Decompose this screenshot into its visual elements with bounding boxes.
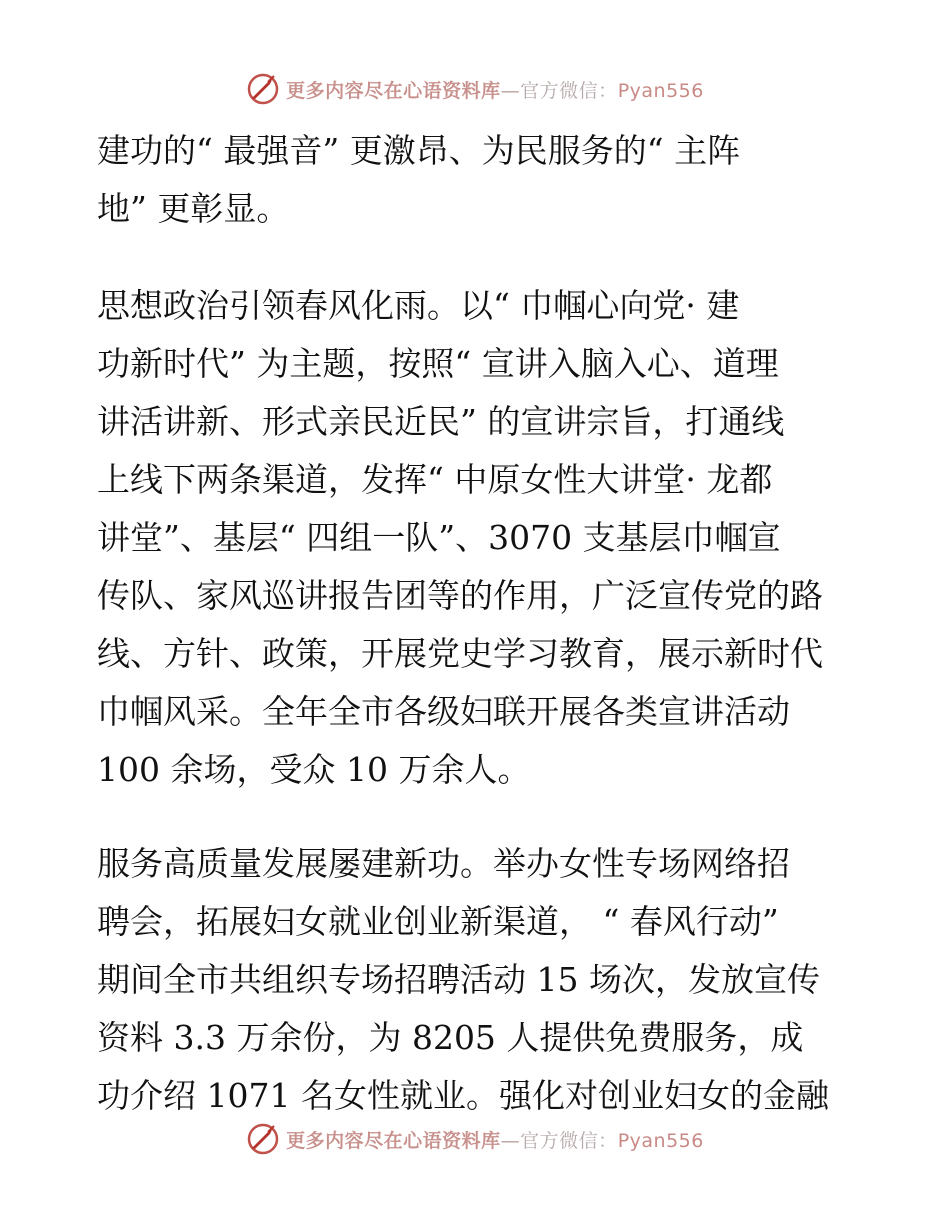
text-line: 线、方针、政策，开展党史学习教育，展示新时代 <box>97 634 823 673</box>
text-line: 上线下两条渠道，发挥“ 中原女性大讲堂· 龙都 <box>97 460 773 499</box>
text-line: 地” 更彰显。 <box>97 189 290 228</box>
text-line: 巾帼风采。全年全市各级妇联开展各类宣讲活动 <box>97 692 790 731</box>
text-line: 功新时代” 为主题，按照“ 宣讲入脑入心、道理 <box>97 344 779 383</box>
text-line: 聘会，拓展妇女就业创业新渠道， “ 春风行动” <box>97 902 779 941</box>
text-line: 服务高质量发展屡建新功。举办女性专场网络招 <box>97 844 790 883</box>
text-line: 功介绍 1071 名女性就业。强化对创业妇女的金融 <box>97 1076 829 1115</box>
text-line: 资料 3.3 万余份，为 8205 人提供免费服务，成 <box>97 1018 804 1057</box>
watermark-text: 更多内容尽在心语资料库—官方微信：Pyan556 <box>286 79 704 102</box>
paragraph-3 <box>97 835 857 1125</box>
document-body <box>97 122 857 1125</box>
watermark-text: 更多内容尽在心语资料库—官方微信：Pyan556 <box>286 1129 704 1152</box>
text-line: 100 余场，受众 10 万余人。 <box>97 750 531 789</box>
footer-watermark <box>0 1122 950 1156</box>
quill-logo-icon <box>246 1122 280 1156</box>
text-line: 建功的“ 最强音” 更激昂、为民服务的“ 主阵 <box>97 131 741 170</box>
text-line: 思想政治引领春风化雨。以“ 巾帼心向党· 建 <box>97 286 740 325</box>
quill-logo-icon <box>246 72 280 106</box>
paragraph-2 <box>97 277 857 799</box>
text-line: 期间全市共组织专场招聘活动 15 场次，发放宣传 <box>97 960 820 999</box>
text-line: 传队、家风巡讲报告团等的作用，广泛宣传党的路 <box>97 576 823 615</box>
header-watermark <box>0 72 950 106</box>
text-line: 讲堂”、基层“ 四组一队”、3070 支基层巾帼宣 <box>97 518 781 557</box>
paragraph-1 <box>97 122 857 238</box>
text-line: 讲活讲新、形式亲民近民” 的宣讲宗旨，打通线 <box>97 402 785 441</box>
